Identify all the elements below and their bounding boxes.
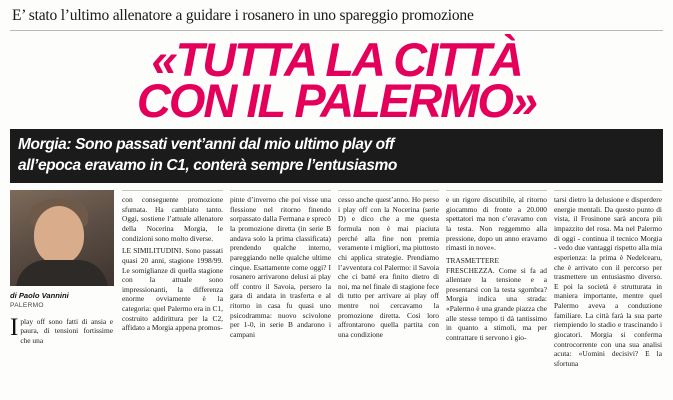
- column-5-paragraph-1: tarsi dietro la delusione e disperdere energie mentali. Da questo punto di vista, il Frosinone sarà ancora più impazzito del rosa. Ma nel Palermo di oggi - continua il tecnico Morgia - vedo due vantaggi rispetto alla mia esperienza: la prima è Nedelcearu, che è arrivato con il percorso per trasmettere un entusiasmo diverso. E poi la società è strutturata in maniera importante, mentre quel Palermo aveva a conduzione familiare. La città farà la sua parte riempiendo lo stadio e trascinando i giocatori. Morgia si conferma controcorrente con una sua analisi acuta: «Uomini decisivi? E la sfortuna: [554, 195, 662, 368]
- column-4-paragraph-1: e un rigore discutibile, al ritorno giocammo di fronte a 20.000 spettatori ma non c’eravamo con la testa. Non reggemmo alla pressione, dopo un anno eravamo rimasti in nove».: [446, 195, 547, 253]
- column-4-paragraph-2: TRASMETTERE FRESCHEZZA. Come si fa ad allentare la tensione e a presentarsi con la testa sgombra? Morgia indica una strada: «Palermo è una grande piazza che alle stesse tempo ti dà tantissimo in quanto a stimoli, ma per contrattare ti servono i gio-: [446, 255, 547, 342]
- column-2-paragraph-1: pinte d’inverno che poi visse una flessione nel ritorno finendo sorpassato dalla Fermana e sprecò la promozione diretta (in serie B andava solo la prima classificata) prendendo qualche interno, pareggiando nelle qualche ultime cinque. Esattamente come oggi? I rosanero arrivarono delusi ai play off contro il Savoia, persero la gara di andata in trasferta e al ritorno in casa fu quasi uno psicodramma: nuovo scivolone per 1-0, in serie B andarono i campani: [230, 195, 331, 339]
- column-1: [122, 190, 230, 382]
- column-4: [446, 190, 554, 382]
- photo-torso: [16, 260, 108, 286]
- article-body: [10, 190, 663, 382]
- headline-line-1: «TUTTA LA CITTÀ: [151, 33, 522, 86]
- column-1-divider: [122, 190, 223, 191]
- column-1-paragraph-1: con conseguente promozione sfumata. Ha cambiato tanto. Oggi, sostiene l’attuale allenatore della Nocerina Morgia, le condizioni sono molto diverse.: [122, 195, 223, 243]
- headline: [10, 33, 663, 128]
- headline-line-2: CON IL PALERMO»: [136, 74, 537, 128]
- column-2-divider: [230, 190, 331, 191]
- subheadline-bar: [10, 129, 663, 183]
- column-author: [10, 190, 122, 382]
- photo-face: [34, 206, 84, 264]
- byline-author: di Paolo Vannini: [10, 291, 69, 301]
- column-3-paragraph-1: cesso anche quest’anno. Ho perso i play off con la Nocerina (serie D) e dico che a me questa formula non è mai piaciuta perché alla fine non premia veramente i migliori, ma piuttosto chi applica strategie. Prendiamo l’avventura col Palermo: il Savoia che ci batté era finito dietro di noi, ma nel finale di stagione fece di tutto per arrivare ai play off mentre noi cercavamo la promozione diretta. Così loro affrontarono quella partita con una condizione: [338, 195, 439, 339]
- drop-cap: I: [10, 313, 19, 341]
- column-5-divider: [554, 190, 662, 191]
- column-1-paragraph-2: LE SIMILITUDINI. Sono passati quasi 20 anni, stagione 1998/99. Le somiglianze di quella stagione con la attuale sono impressionanti, la differenza enorme ovviamente è la categoria: quel Palermo era in C1, costruito addirittura per la C2, affidato a Morgia appena promos-: [122, 246, 223, 333]
- column-2: [230, 190, 338, 382]
- column-5: [554, 190, 662, 382]
- lead-text: play off sono fatti di ansia e paura, di tensioni fortissime che una: [20, 316, 113, 345]
- kicker-line: E’ stato l’ultimo allenatore a guidare i rosanero in uno spareggio promozione: [12, 7, 474, 24]
- column-3-divider: [338, 190, 439, 191]
- lead-paragraph: [10, 313, 113, 346]
- byline-place: PALERMO: [10, 301, 44, 309]
- column-4-divider: [446, 190, 547, 191]
- divider-top: [10, 30, 663, 31]
- author-photo: [10, 190, 114, 286]
- subheadline-line-1: Morgia: Sono passati vent’anni dal mio ultimo play off: [18, 136, 394, 154]
- subheadline-line-2: all’epoca eravamo in C1, conterà sempre l’entusiasmo: [18, 156, 397, 174]
- column-3: [338, 190, 446, 382]
